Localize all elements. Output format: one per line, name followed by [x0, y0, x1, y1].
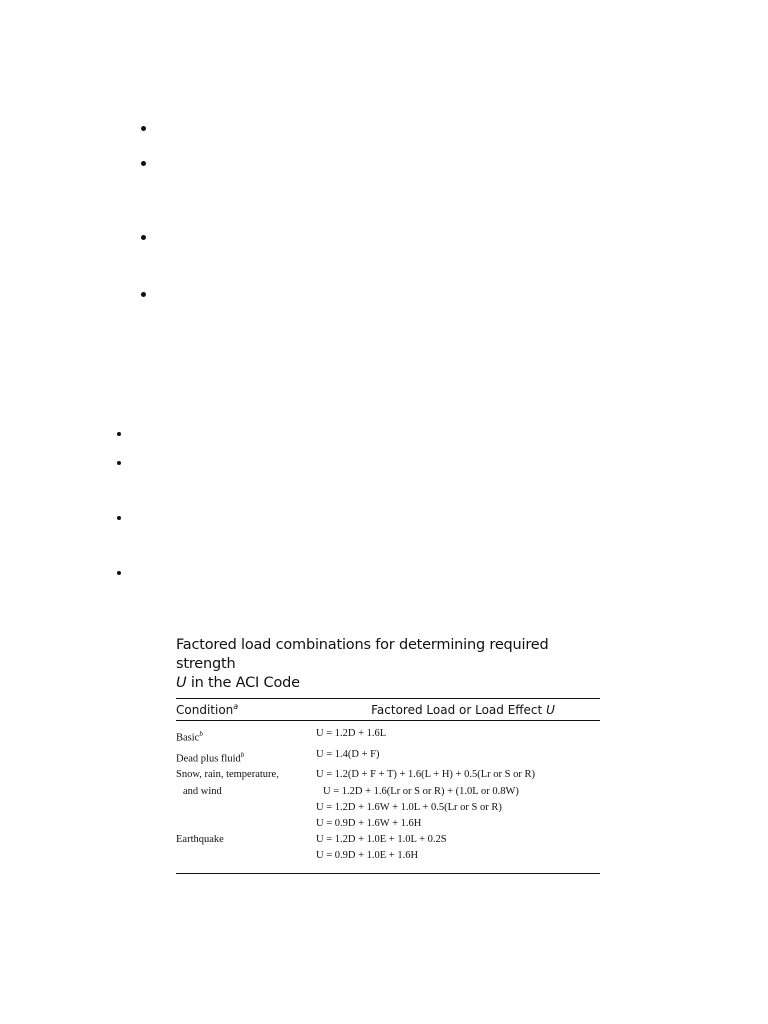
- table-title-line1: Factored load combinations for determining required strength: [176, 637, 549, 672]
- row-formula: U = 1.2D + 1.0E + 1.0L + 0.2S: [316, 834, 447, 846]
- row-formula: U = 1.2D + 1.6(Lr or S or R) + (1.0L or 0.8W): [323, 785, 519, 797]
- row-formula: U = 1.2D + 1.6W + 1.0L + 0.5(Lr or S or R): [316, 801, 502, 813]
- row-condition: [176, 747, 316, 768]
- row-formula: U = 1.2D + 1.6L: [316, 728, 387, 739]
- bullet-marker: [141, 161, 146, 166]
- row-formula: U = 0.9D + 1.6W + 1.6H: [316, 818, 422, 830]
- table-title-line2: [176, 674, 600, 693]
- header-effect-variable: U: [546, 702, 555, 717]
- table-body: [176, 721, 600, 873]
- bullet-marker: [141, 235, 146, 240]
- table-row: [176, 800, 600, 816]
- header-effect: [316, 703, 600, 717]
- bullet-marker: [141, 292, 146, 297]
- bullet-marker: [117, 432, 121, 436]
- header-condition: [176, 702, 316, 717]
- condition-text: and wind: [183, 785, 222, 797]
- bullet-marker: [117, 516, 121, 520]
- table-title-rest: in the ACI Code: [186, 675, 300, 691]
- row-condition: [176, 800, 316, 816]
- table-row: [176, 747, 600, 768]
- table-title: [176, 636, 600, 693]
- header-condition-note: a: [233, 702, 239, 711]
- table-row: [176, 816, 600, 832]
- row-condition: [176, 816, 316, 832]
- condition-note: b: [199, 730, 203, 738]
- bullet-marker: [117, 571, 121, 575]
- row-condition: [176, 832, 316, 848]
- table-row: [176, 848, 600, 864]
- table-title-variable: U: [176, 675, 187, 691]
- row-condition: [176, 726, 316, 747]
- row-formula: U = 0.9D + 1.0E + 1.6H: [316, 850, 419, 862]
- table-row: [176, 767, 600, 783]
- table-bottom-rule: [176, 873, 600, 874]
- row-formula: U = 1.2(D + F + T) + 1.6(L + H) + 0.5(Lr or S or R): [316, 769, 535, 781]
- bullet-marker: [117, 461, 121, 465]
- row-formula: U = 1.4(D + F): [316, 748, 380, 760]
- header-effect-label: Factored Load or Load Effect: [371, 702, 547, 717]
- condition-text: Dead plus fluid: [176, 753, 241, 765]
- table-row: [176, 726, 600, 747]
- row-condition: [176, 767, 316, 783]
- bullet-marker: [141, 126, 146, 131]
- table-header: [176, 699, 600, 720]
- row-condition: [176, 784, 323, 800]
- load-combination-table: [176, 636, 600, 874]
- row-condition: [176, 848, 316, 864]
- header-condition-label: Condition: [176, 703, 234, 717]
- condition-note: b: [240, 750, 245, 759]
- condition-text: Snow, rain, temperature,: [176, 769, 279, 781]
- table-row: [176, 784, 600, 800]
- condition-text: Earthquake: [176, 834, 224, 846]
- condition-text: Basic: [176, 732, 200, 744]
- table-row: [176, 832, 600, 848]
